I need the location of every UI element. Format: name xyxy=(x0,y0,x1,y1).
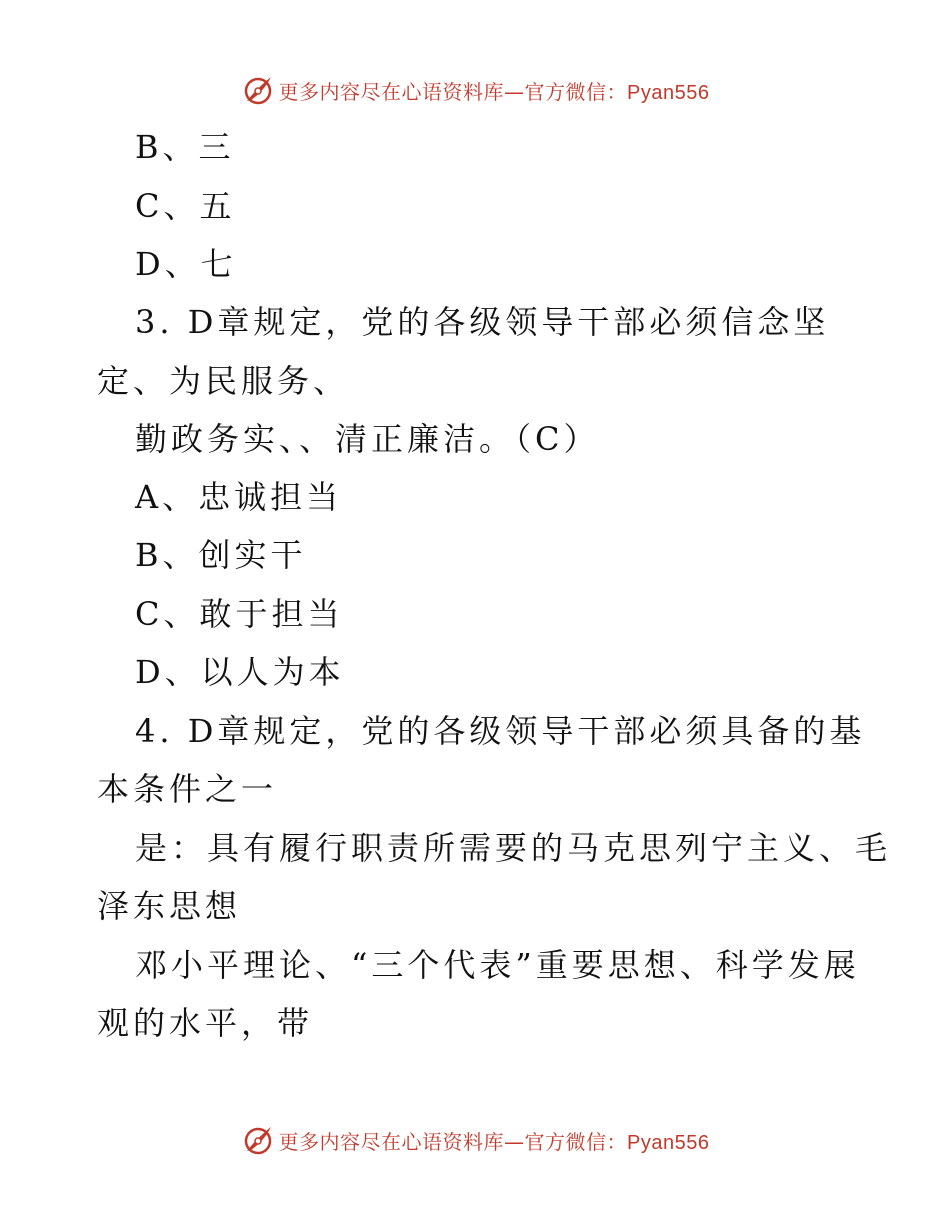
question-3-line-1: 3. D章规定，党的各级领导干部必须信念坚 xyxy=(135,303,830,341)
question-4-line-6: 观的水平，带 xyxy=(97,1004,314,1042)
q3-option-d: D、以人为本 xyxy=(135,653,345,691)
option-d-7: D、七 xyxy=(135,245,237,283)
watermark-text: 更多内容尽在心语资料库—官方微信： xyxy=(278,79,628,104)
question-4-line-2: 本条件之一 xyxy=(97,770,278,808)
question-4-line-5: 邓小平理论、“三个代表”重要思想、科学发展 xyxy=(135,946,860,984)
option-c-5: C、五 xyxy=(135,187,236,225)
question-4-line-4: 泽东思想 xyxy=(97,887,242,925)
question-3-line-3: 勤政务实、、清正廉洁。（C） xyxy=(135,420,600,458)
watermark-text: 更多内容尽在心语资料库—官方微信： xyxy=(278,1129,628,1154)
q3-option-a: A、忠诚担当 xyxy=(135,478,343,516)
q3-option-b: B、创实干 xyxy=(135,536,307,574)
question-4-line-1: 4. D章规定，党的各级领导干部必须具备的基 xyxy=(135,712,866,750)
question-3-line-2: 定、为民服务、 xyxy=(97,362,350,400)
option-b-3: B、三 xyxy=(135,128,235,166)
question-4-line-3: 是：具有履行职责所需要的马克思列宁主义、毛 xyxy=(135,829,892,867)
watermark-id: Pyan556 xyxy=(627,1131,710,1154)
footer-watermark xyxy=(0,1120,950,1160)
watermark-id: Pyan556 xyxy=(627,81,710,104)
feather-seal-icon xyxy=(241,1123,275,1157)
q3-option-c: C、敢于担当 xyxy=(135,595,344,633)
